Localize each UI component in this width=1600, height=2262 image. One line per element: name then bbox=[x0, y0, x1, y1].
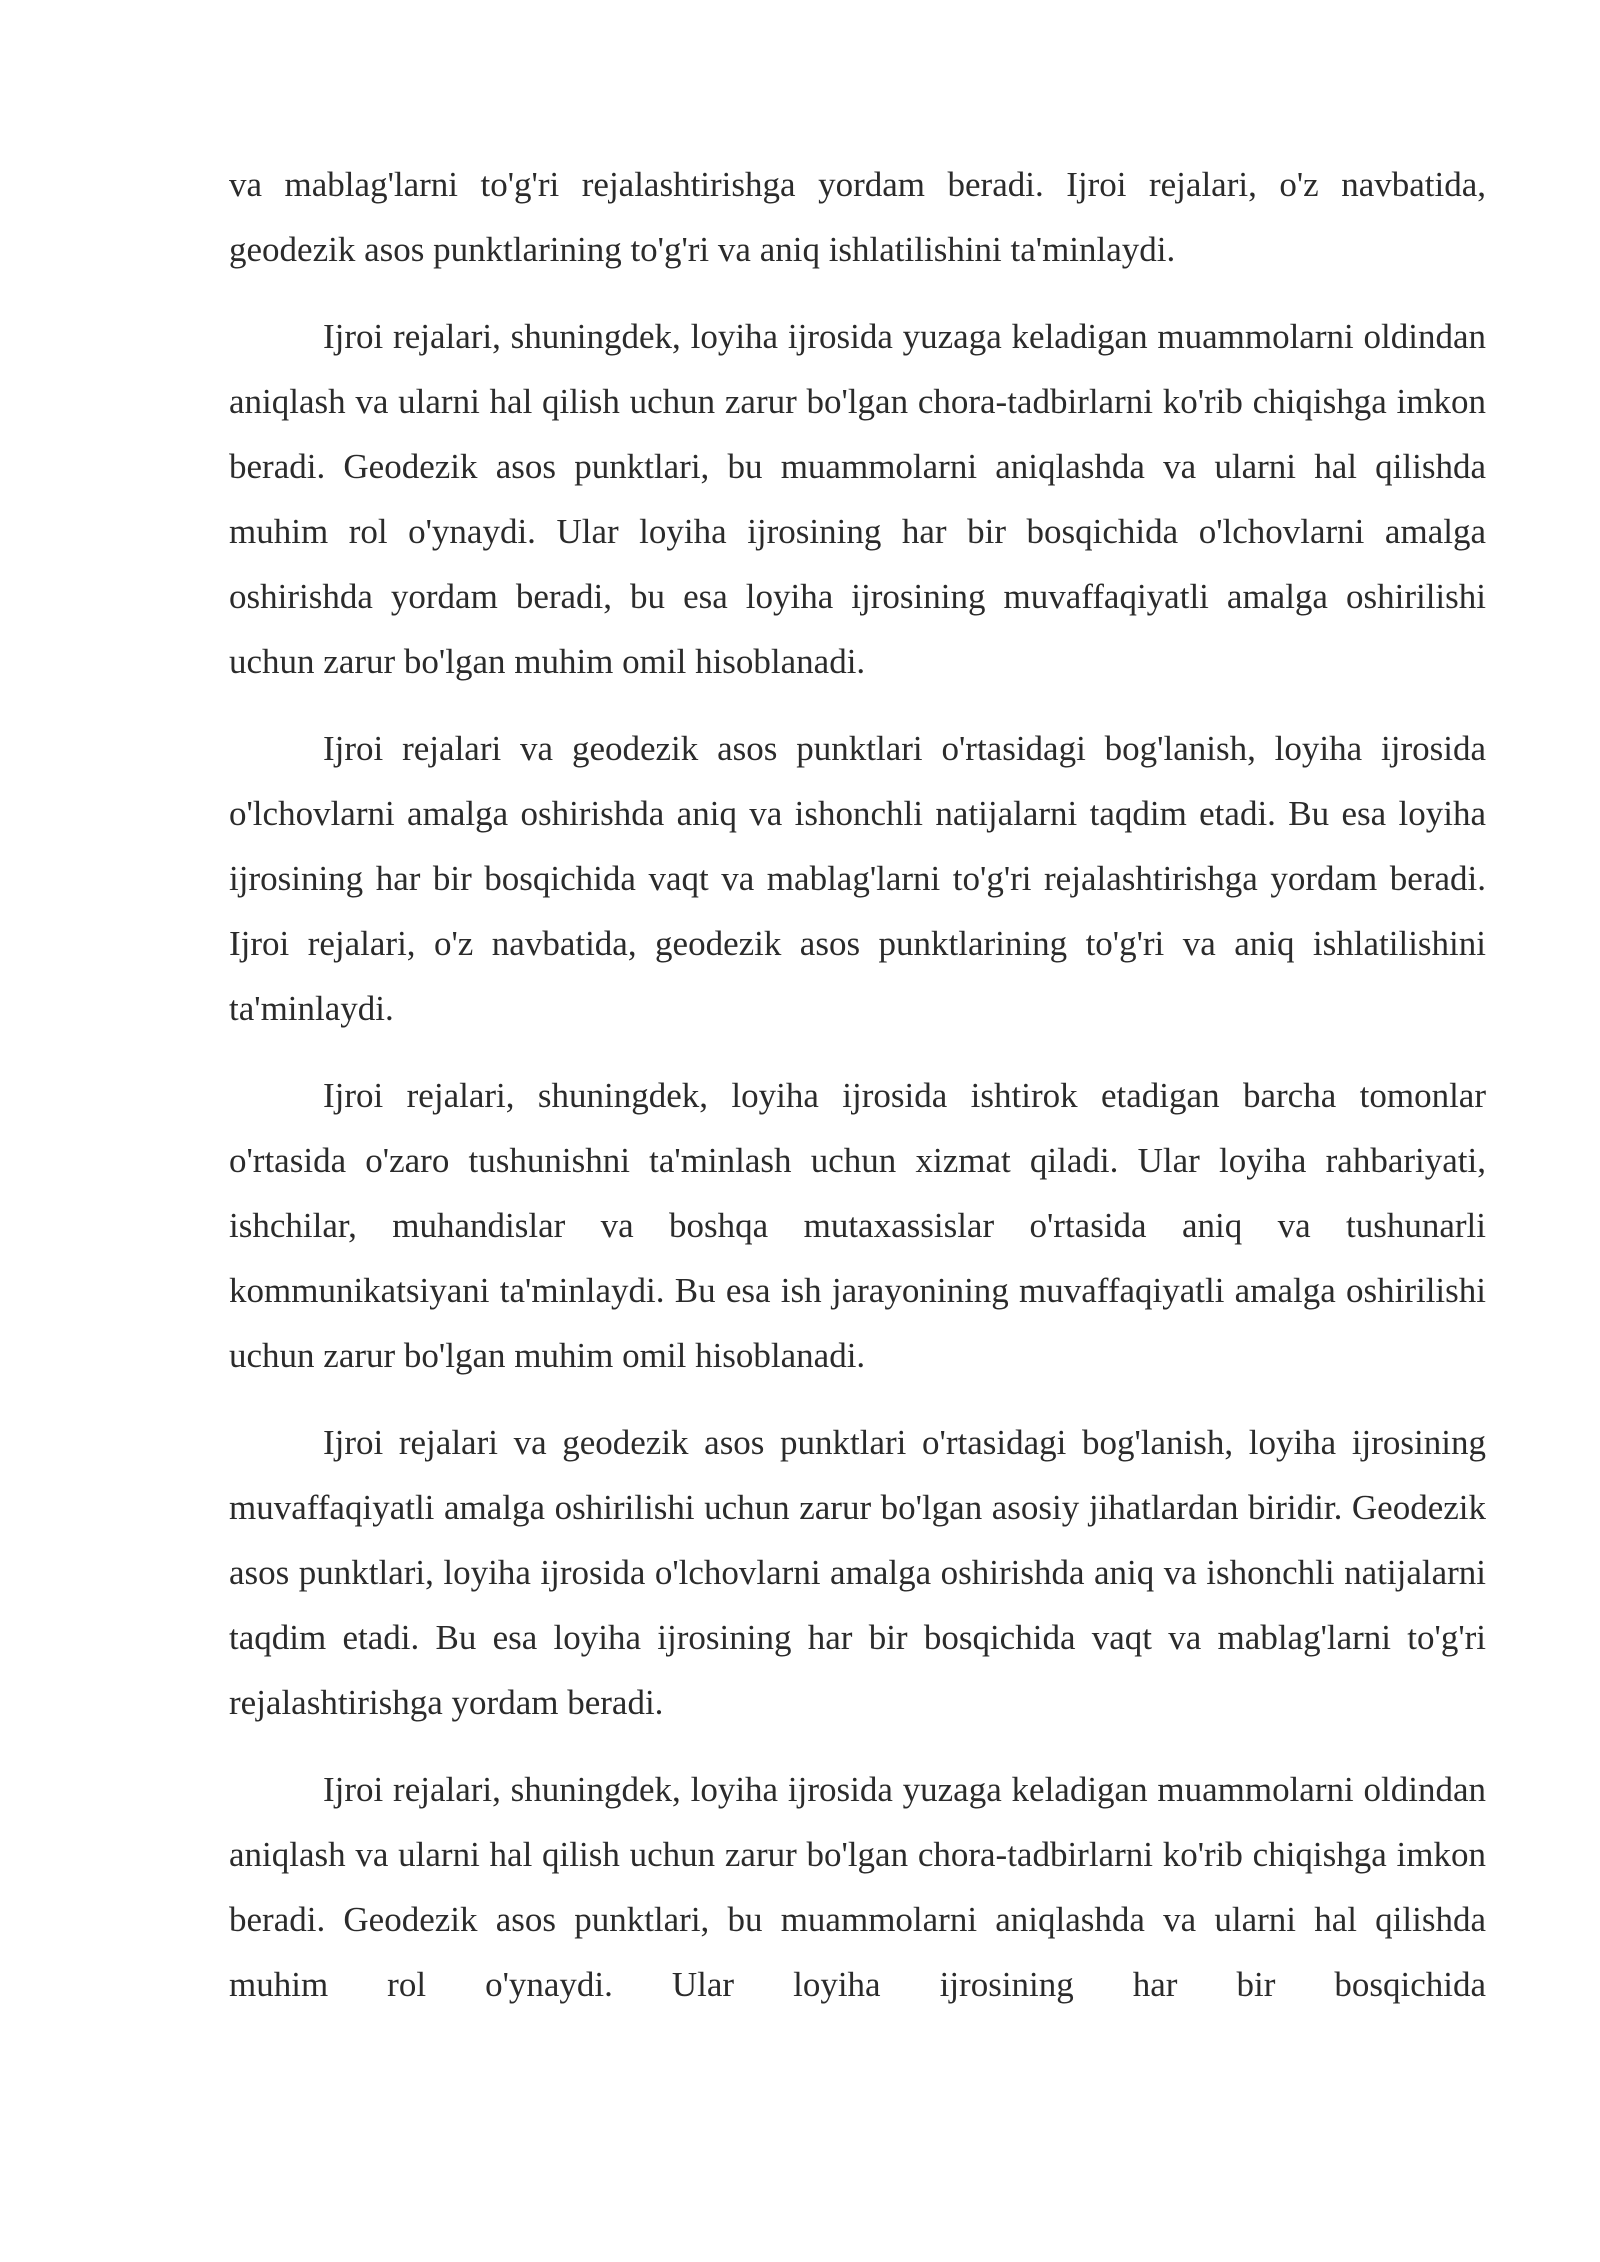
document-body bbox=[229, 152, 1486, 2017]
paragraph: Ijroi rejalari va geodezik asos punktlari o'rtasidagi bog'lanish, loyiha ijrosida o'lchovlarni amalga oshirishda aniq va ishonchli natijalarni taqdim etadi. Bu esa loyiha ijrosining har bir bosqichida vaqt va mablag'larni to'g'ri rejalashtirishga yordam beradi. Ijroi rejalari, o'z navbatida, geodezik asos punktlarining to'g'ri va aniq ishlatilishini ta'minlaydi. bbox=[229, 729, 1486, 1028]
paragraph-continuation: va mablag'larni to'g'ri rejalashtirishga yordam beradi. Ijroi rejalari, o'z navbatida, geodezik asos punktlarining to'g'ri va aniq ishlatilishini ta'minlaydi. bbox=[229, 165, 1486, 269]
paragraph-continued: Ijroi rejalari, shuningdek, loyiha ijrosida yuzaga keladigan muammolarni oldindan aniqlash va ularni hal qilish uchun zarur bo'lgan chora-tadbirlarni ko'rib chiqishga imkon beradi. Geodezik asos punktlari, bu muammolarni aniqlashda va ularni hal qilishda muhim rol o'ynaydi. Ular loyiha ijrosining har bir bosqichida bbox=[229, 1770, 1486, 2004]
paragraph: Ijroi rejalari, shuningdek, loyiha ijrosida yuzaga keladigan muammolarni oldindan aniqlash va ularni hal qilish uchun zarur bo'lgan chora-tadbirlarni ko'rib chiqishga imkon beradi. Geodezik asos punktlari, bu muammolarni aniqlashda va ularni hal qilishda muhim rol o'ynaydi. Ular loyiha ijrosining har bir bosqichida o'lchovlarni amalga oshirishda yordam beradi, bu esa loyiha ijrosining muvaffaqiyatli amalga oshirilishi uchun zarur bo'lgan muhim omil hisoblanadi. bbox=[229, 317, 1486, 681]
paragraph: Ijroi rejalari va geodezik asos punktlari o'rtasidagi bog'lanish, loyiha ijrosining muvaffaqiyatli amalga oshirilishi uchun zarur bo'lgan asosiy jihatlardan biridir. Geodezik asos punktlari, loyiha ijrosida o'lchovlarni amalga oshirishda aniq va ishonchli natijalarni taqdim etadi. Bu esa loyiha ijrosining har bir bosqichida vaqt va mablag'larni to'g'ri rejalashtirishga yordam beradi. bbox=[229, 1423, 1486, 1722]
paragraph: Ijroi rejalari, shuningdek, loyiha ijrosida ishtirok etadigan barcha tomonlar o'rtasida o'zaro tushunishni ta'minlash uchun xizmat qiladi. Ular loyiha rahbariyati, ishchilar, muhandislar va boshqa mutaxassislar o'rtasida aniq va tushunarli kommunikatsiyani ta'minlaydi. Bu esa ish jarayonining muvaffaqiyatli amalga oshirilishi uchun zarur bo'lgan muhim omil hisoblanadi. bbox=[229, 1076, 1486, 1375]
